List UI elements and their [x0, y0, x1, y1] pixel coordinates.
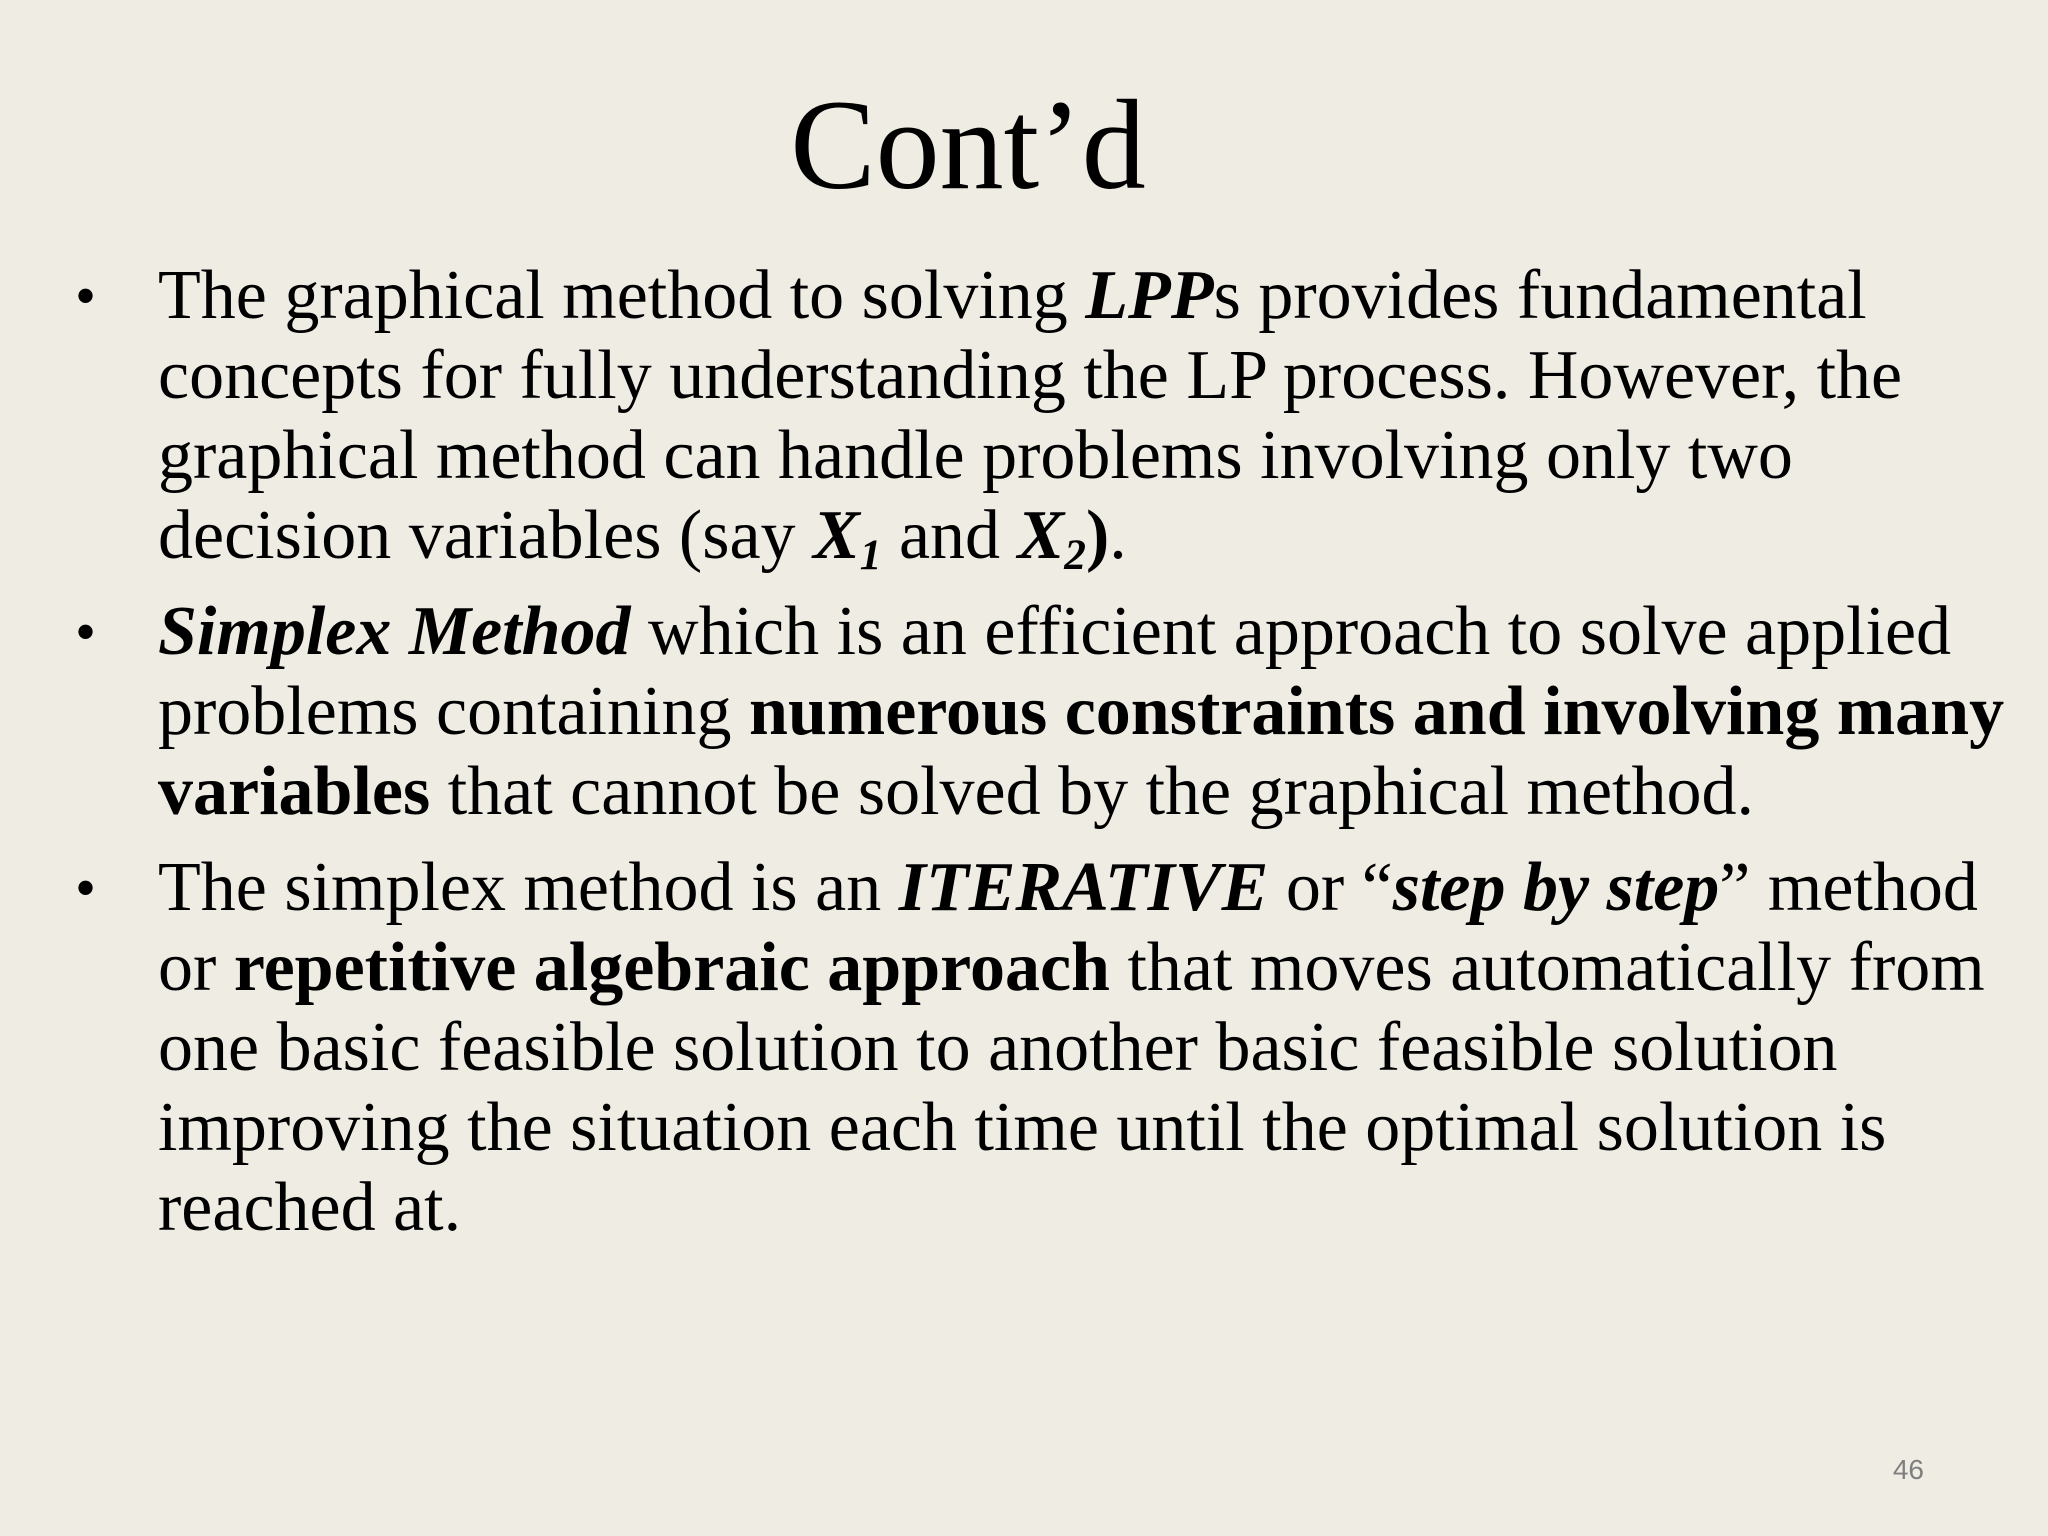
bullet-text: The graphical method to solving LPPs provides fundamental concepts for fully understanding the LP process. However, the graphical method can handle problems involving only two decision variables (say $X_1$ and $X_2$).	[158, 257, 1903, 579]
bullet-dot-icon: •	[75, 263, 97, 329]
page-number: 46	[1892, 1454, 1924, 1485]
bullet-text: Simplex Method which is an efficient approach to solve applied problems containing numerous constraints and involving many variables that cannot be solved by the graphical method.	[158, 593, 2005, 830]
bullet-dot-icon: •	[75, 855, 97, 921]
bullet-graphical-method	[75, 256, 2005, 579]
bullet-list	[75, 256, 2005, 1264]
slide-title: Cont’d	[790, 74, 1146, 216]
bullet-iterative	[75, 848, 2005, 1248]
bullet-dot-icon: •	[75, 599, 97, 665]
bullet-simplex-method	[75, 592, 2005, 832]
bullet-text: The simplex method is an ITERATIVE or “step by step” method or repetitive algebraic approach that moves automatically from one basic feasible solution to another basic feasible solution improving the situation each time until the optimal solution is reached at.	[158, 849, 1985, 1246]
